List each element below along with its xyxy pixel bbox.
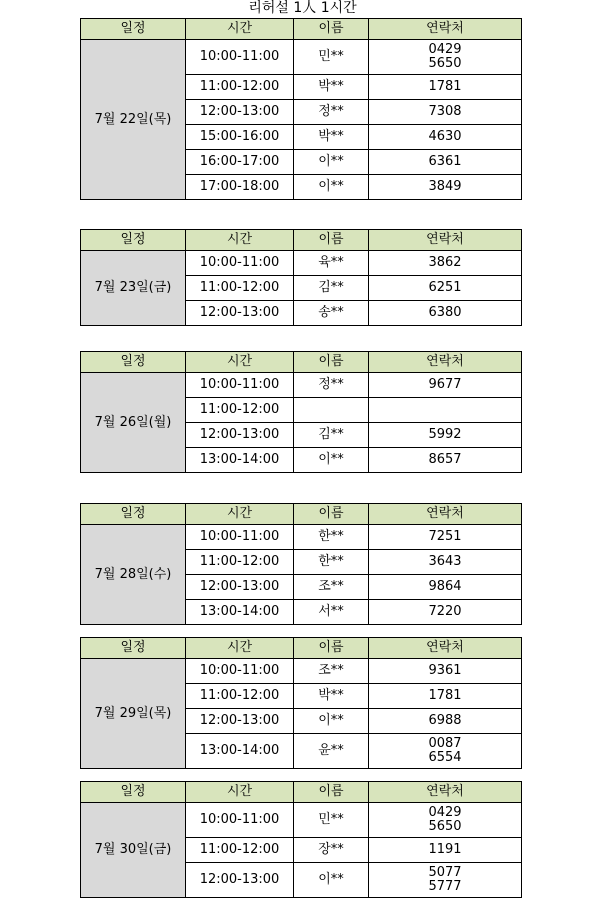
schedule-table [80, 503, 522, 625]
name-header: 이름 [294, 638, 369, 659]
contact-number: 9677 [428, 377, 462, 392]
contact-number: 1781 [428, 79, 462, 94]
name-cell: 박** [294, 684, 369, 709]
time-cell: 11:00-12:00 [186, 276, 294, 301]
contact-number: 3849 [428, 179, 462, 194]
header-row [81, 230, 522, 251]
contact-number: 6361 [428, 154, 462, 169]
time-cell: 11:00-12:00 [186, 398, 294, 423]
name-header: 이름 [294, 504, 369, 525]
name-cell: 박** [294, 75, 369, 100]
date-cell: 7월 22일(목) [81, 40, 186, 200]
contact-number: 5650 [428, 819, 462, 834]
contact-cell [369, 276, 522, 301]
time-cell: 11:00-12:00 [186, 838, 294, 863]
contact-number: 5650 [428, 56, 462, 71]
contact-cell [369, 75, 522, 100]
name-cell: 민** [294, 803, 369, 838]
date-cell: 7월 30일(금) [81, 803, 186, 898]
time-cell: 10:00-11:00 [186, 251, 294, 276]
time-cell: 17:00-18:00 [186, 175, 294, 200]
name-header: 이름 [294, 782, 369, 803]
table-row [81, 40, 522, 75]
contact-number: 7251 [428, 529, 462, 544]
time-cell: 16:00-17:00 [186, 150, 294, 175]
header-row [81, 352, 522, 373]
header-row [81, 19, 522, 40]
contact-number: 8657 [428, 452, 462, 467]
contact-header: 연락처 [369, 782, 522, 803]
contact-number: 7220 [428, 604, 462, 619]
name-cell: 서** [294, 600, 369, 625]
name-cell: 이** [294, 863, 369, 898]
contact-number: 4630 [428, 129, 462, 144]
page-title: 리허설 1人 1시간 [248, 0, 357, 16]
time-cell: 10:00-11:00 [186, 803, 294, 838]
contact-number: 6988 [428, 713, 462, 728]
table-row [81, 803, 522, 838]
name-cell: 장** [294, 838, 369, 863]
date-cell: 7월 23일(금) [81, 251, 186, 326]
contact-header: 연락처 [369, 504, 522, 525]
time-cell: 13:00-14:00 [186, 600, 294, 625]
table-row [81, 373, 522, 398]
time-cell: 10:00-11:00 [186, 373, 294, 398]
contact-number: 0429 [428, 805, 462, 820]
contact-number: 0087 [428, 736, 462, 751]
time-cell: 10:00-11:00 [186, 40, 294, 75]
name-header: 이름 [294, 19, 369, 40]
time-cell: 12:00-13:00 [186, 301, 294, 326]
time-header: 시간 [186, 230, 294, 251]
contact-number: 6554 [428, 750, 462, 765]
contact-number: 7308 [428, 104, 462, 119]
contact-cell [369, 863, 522, 898]
contact-cell [369, 684, 522, 709]
name-cell: 김** [294, 276, 369, 301]
name-cell: 조** [294, 659, 369, 684]
contact-cell [369, 398, 522, 423]
contact-cell [369, 423, 522, 448]
time-cell: 12:00-13:00 [186, 863, 294, 898]
schedule-table [80, 229, 522, 326]
time-cell: 12:00-13:00 [186, 709, 294, 734]
name-cell: 이** [294, 709, 369, 734]
name-cell: 한** [294, 550, 369, 575]
contact-cell [369, 525, 522, 550]
time-header: 시간 [186, 504, 294, 525]
contact-cell [369, 373, 522, 398]
contact-cell [369, 709, 522, 734]
name-cell: 윤** [294, 734, 369, 769]
contact-cell [369, 448, 522, 473]
contact-cell [369, 734, 522, 769]
header-row [81, 638, 522, 659]
time-cell: 12:00-13:00 [186, 100, 294, 125]
time-cell: 10:00-11:00 [186, 525, 294, 550]
contact-header: 연락처 [369, 352, 522, 373]
contact-number: 1781 [428, 688, 462, 703]
contact-cell [369, 301, 522, 326]
name-cell: 정** [294, 373, 369, 398]
name-header: 이름 [294, 230, 369, 251]
contact-cell [369, 100, 522, 125]
name-cell: 김** [294, 423, 369, 448]
name-cell: 이** [294, 175, 369, 200]
contact-number: 3862 [428, 255, 462, 270]
name-cell: 박** [294, 125, 369, 150]
time-cell: 12:00-13:00 [186, 575, 294, 600]
date-header: 일정 [81, 230, 186, 251]
time-header: 시간 [186, 782, 294, 803]
header-row [81, 782, 522, 803]
contact-number: 9864 [428, 579, 462, 594]
contact-number: 6380 [428, 305, 462, 320]
name-cell [294, 398, 369, 423]
time-cell: 12:00-13:00 [186, 423, 294, 448]
name-cell: 이** [294, 448, 369, 473]
contact-cell [369, 40, 522, 75]
contact-number: 9361 [428, 663, 462, 678]
schedule-table [80, 781, 522, 898]
name-header: 이름 [294, 352, 369, 373]
header-row [81, 504, 522, 525]
contact-cell [369, 550, 522, 575]
time-header: 시간 [186, 19, 294, 40]
contact-header: 연락처 [369, 638, 522, 659]
time-cell: 13:00-14:00 [186, 448, 294, 473]
contact-header: 연락처 [369, 19, 522, 40]
date-header: 일정 [81, 504, 186, 525]
name-cell: 민** [294, 40, 369, 75]
name-cell: 정** [294, 100, 369, 125]
date-header: 일정 [81, 19, 186, 40]
contact-header: 연락처 [369, 230, 522, 251]
contact-cell [369, 251, 522, 276]
time-cell: 15:00-16:00 [186, 125, 294, 150]
name-cell: 조** [294, 575, 369, 600]
contact-cell [369, 600, 522, 625]
contact-cell [369, 803, 522, 838]
schedule-table [80, 351, 522, 473]
date-header: 일정 [81, 352, 186, 373]
time-cell: 13:00-14:00 [186, 734, 294, 769]
table-row [81, 251, 522, 276]
time-cell: 11:00-12:00 [186, 550, 294, 575]
contact-number: 0429 [428, 42, 462, 57]
schedule-table [80, 18, 522, 200]
time-header: 시간 [186, 638, 294, 659]
date-header: 일정 [81, 782, 186, 803]
date-cell: 7월 26일(월) [81, 373, 186, 473]
contact-cell [369, 575, 522, 600]
date-cell: 7월 29일(목) [81, 659, 186, 769]
contact-cell [369, 838, 522, 863]
schedule-table [80, 637, 522, 769]
time-cell: 11:00-12:00 [186, 684, 294, 709]
name-cell: 한** [294, 525, 369, 550]
name-cell: 송** [294, 301, 369, 326]
date-cell: 7월 28일(수) [81, 525, 186, 625]
contact-number: 5777 [428, 879, 462, 894]
date-header: 일정 [81, 638, 186, 659]
time-header: 시간 [186, 352, 294, 373]
contact-number: 6251 [428, 280, 462, 295]
contact-number: 5992 [428, 427, 462, 442]
contact-number: 1191 [428, 842, 462, 857]
contact-cell [369, 659, 522, 684]
name-cell: 이** [294, 150, 369, 175]
contact-cell [369, 125, 522, 150]
time-cell: 11:00-12:00 [186, 75, 294, 100]
time-cell: 10:00-11:00 [186, 659, 294, 684]
contact-cell [369, 150, 522, 175]
table-row [81, 525, 522, 550]
table-row [81, 659, 522, 684]
contact-cell [369, 175, 522, 200]
contact-number: 5077 [428, 865, 462, 880]
contact-number: 3643 [428, 554, 462, 569]
name-cell: 육** [294, 251, 369, 276]
